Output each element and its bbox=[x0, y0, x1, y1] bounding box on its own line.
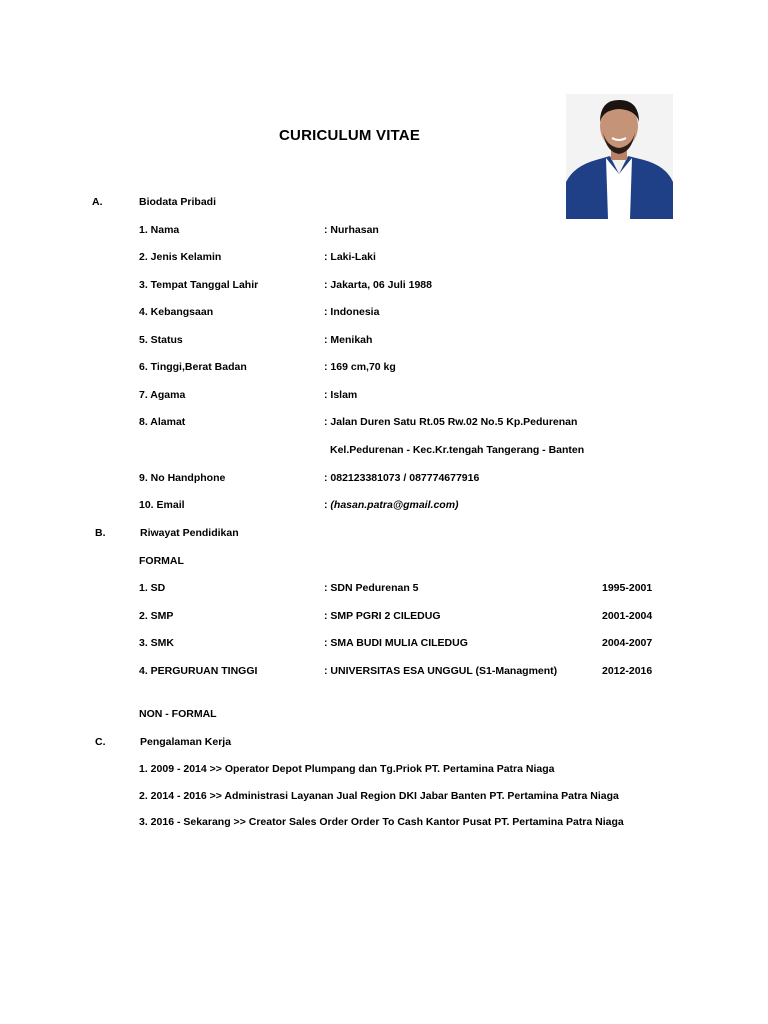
biodata-value-continued: Kel.Pedurenan - Kec.Kr.tengah Tangerang - Banten bbox=[330, 444, 585, 456]
biodata-value: : Jakarta, 06 Juli 1988 bbox=[324, 279, 432, 291]
biodata-value: : Menikah bbox=[324, 334, 373, 346]
biodata-value: : 169 cm,70 kg bbox=[324, 361, 396, 373]
biodata-label: 7. Agama bbox=[139, 389, 186, 401]
section-b-heading: Riwayat Pendidikan bbox=[140, 527, 239, 539]
biodata-label: 5. Status bbox=[139, 334, 183, 346]
biodata-value: : Jalan Duren Satu Rt.05 Rw.02 No.5 Kp.Pedurenan bbox=[324, 416, 578, 428]
education-level: 1. SD bbox=[139, 582, 166, 594]
education-years: 2004-2007 bbox=[602, 637, 653, 649]
biodata-value bbox=[324, 499, 459, 511]
education-school: : UNIVERSITAS ESA UNGGUL (S1-Managment) bbox=[324, 665, 558, 677]
education-school: : SDN Pedurenan 5 bbox=[324, 582, 419, 594]
document-title: CURICULUM VITAE bbox=[279, 127, 421, 144]
person-photo-icon bbox=[566, 94, 673, 219]
biodata-value: : Indonesia bbox=[324, 306, 380, 318]
biodata-label: 9. No Handphone bbox=[139, 472, 226, 484]
biodata-label: 10. Email bbox=[139, 499, 185, 511]
education-level: 4. PERGURUAN TINGGI bbox=[139, 665, 258, 677]
biodata-label: 1. Nama bbox=[139, 224, 180, 236]
email-prefix: : bbox=[324, 499, 331, 511]
profile-photo bbox=[566, 94, 673, 219]
section-b-letter: B. bbox=[95, 527, 106, 539]
experience-item: 3. 2016 - Sekarang >> Creator Sales Order Order To Cash Kantor Pusat PT. Pertamina Patra Niaga bbox=[139, 816, 624, 828]
experience-item: 1. 2009 - 2014 >> Operator Depot Plumpang dan Tg.Priok PT. Pertamina Patra Niaga bbox=[139, 763, 555, 775]
biodata-value: : 082123381073 / 087774677916 bbox=[324, 472, 480, 484]
experience-item: 2. 2014 - 2016 >> Administrasi Layanan Jual Region DKI Jabar Banten PT. Pertamina Patra Niaga bbox=[139, 790, 619, 802]
biodata-value: : Nurhasan bbox=[324, 224, 379, 236]
biodata-value: : Islam bbox=[324, 389, 358, 401]
biodata-label: 8. Alamat bbox=[139, 416, 186, 428]
education-level: 2. SMP bbox=[139, 610, 174, 622]
education-years: 2001-2004 bbox=[602, 610, 653, 622]
section-a-letter: A. bbox=[92, 196, 103, 208]
biodata-label: 6. Tinggi,Berat Badan bbox=[139, 361, 247, 373]
section-c-heading: Pengalaman Kerja bbox=[140, 736, 232, 748]
biodata-label: 4. Kebangsaan bbox=[139, 306, 214, 318]
education-school: : SMA BUDI MULIA CILEDUG bbox=[324, 637, 468, 649]
biodata-label: 3. Tempat Tanggal Lahir bbox=[139, 279, 259, 291]
formal-heading: FORMAL bbox=[139, 555, 184, 567]
section-c-letter: C. bbox=[95, 736, 106, 748]
biodata-value: : Laki-Laki bbox=[324, 251, 376, 263]
education-years: 2012-2016 bbox=[602, 665, 653, 677]
education-level: 3. SMK bbox=[139, 637, 175, 649]
non-formal-heading: NON - FORMAL bbox=[139, 708, 217, 720]
section-a-heading: Biodata Pribadi bbox=[139, 196, 217, 208]
biodata-label: 2. Jenis Kelamin bbox=[139, 251, 222, 263]
email-address: (hasan.patra@gmail.com) bbox=[330, 499, 459, 511]
education-school: : SMP PGRI 2 CILEDUG bbox=[324, 610, 441, 622]
education-years: 1995-2001 bbox=[602, 582, 653, 594]
